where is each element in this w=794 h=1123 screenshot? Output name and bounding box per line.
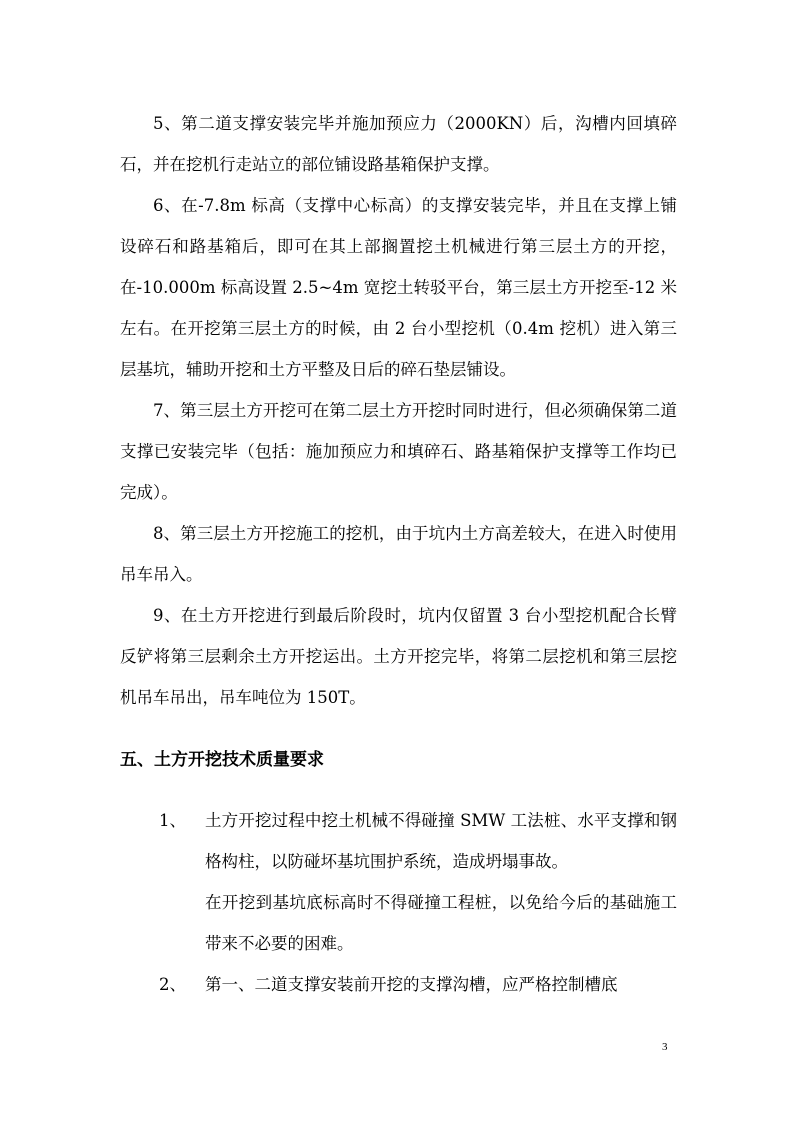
- paragraph-9: 9、在土方开挖进行到最后阶段时，坑内仅留置 3 台小型挖机配合长臂反铲将第三层剩余土方开挖运出。土方开挖完毕，将第二层挖机和第三层挖机吊车吊出，吊车吨位为 150T。: [120, 606, 677, 707]
- list-item-text: 土方开挖过程中挖土机械不得碰撞 SMW 工法桩、水平支撑和钢格构柱，以防碰坏基坑围护系统，造成坍塌事故。: [205, 811, 677, 871]
- list-item: [120, 800, 677, 964]
- list-item: [120, 964, 677, 1005]
- list-item-number: 1、: [159, 811, 186, 830]
- list-item-number: 2、: [159, 975, 186, 994]
- paragraph-6: 6、在-7.8m 标高（支撑中心标高）的支撑安装完毕，并且在支撑上铺设碎石和路基箱后，即可在其上部搁置挖土机械进行第三层土方的开挖，在-10.000m 标高设置 2.5~4m 宽挖土转驳平台，第三层土方开挖至-12 米左右。在开挖第三层土方的时候，由 2 台小型挖机（0.4m 挖机）进入第三层基坑，辅助开挖和土方平整及日后的碎石垫层铺设。: [120, 196, 677, 379]
- paragraph-5: 5、第二道支撑安装完毕并施加预应力（2000KN）后，沟槽内回填碎石，并在挖机行走站立的部位铺设路基箱保护支撑。: [120, 114, 677, 174]
- list-item-text-continued: 在开挖到基坑底标高时不得碰撞工程桩，以免给今后的基础施工带来不必要的困难。: [205, 893, 677, 953]
- paragraph-7: 7、第三层土方开挖可在第二层土方开挖时同时进行，但必须确保第二道支撑已安装完毕（包括：施加预应力和填碎石、路基箱保护支撑等工作均已完成）。: [120, 401, 677, 502]
- section-heading: 五、土方开挖技术质量要求: [120, 750, 324, 770]
- list-item-text: 第一、二道支撑安装前开挖的支撑沟槽，应严格控制槽底: [205, 975, 618, 994]
- page-number: 3: [662, 1041, 668, 1053]
- paragraph-8: 8、第三层土方开挖施工的挖机，由于坑内土方高差较大，在进入时使用吊车吊入。: [120, 524, 677, 584]
